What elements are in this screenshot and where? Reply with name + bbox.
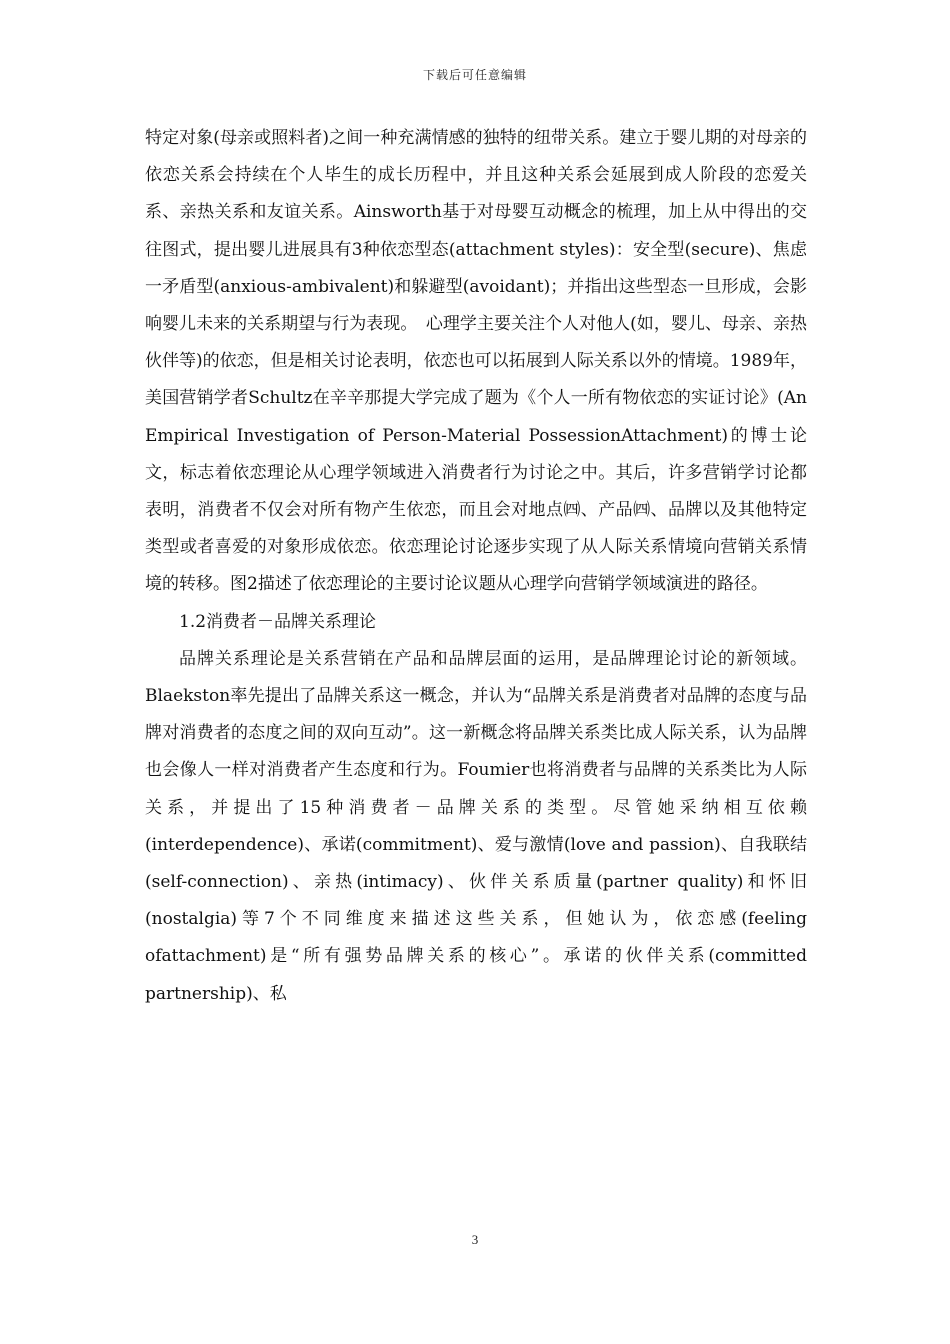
page-number: 3	[471, 1232, 479, 1247]
paragraph-attachment-theory: 特定对象(母亲或照料者)之间一种充满情感的独特的纽带关系。建立于婴儿期的对母亲的依恋关系会持续在个人毕生的成长历程中，并且这种关系会延展到成人阶段的恋爱关系、亲热关系和友谊关系。Ainsworth基于对母婴互动概念的梳理，加上从中得出的交往图式，提出婴儿进展具有3种依恋型态(attachment styles)：安全型(secure)、焦虑一矛盾型(anxious-ambivalent)和躲避型(avoidant)；并指出这些型态一旦形成，会影响婴儿未来的关系期望与行为表现。 心理学主要关注个人对他人(如，婴儿、母亲、亲热伙伴等)的依恋，但是相关讨论表明，依恋也可以拓展到人际关系以外的情境。1989年，美国营销学者Schultz在辛辛那提大学完成了题为《个人一所有物依恋的实证讨论》(An Empirical Investigation of Person-Material PossessionAttachment)的博士论文，标志着依恋理论从心理学领域进入消费者行为讨论之中。其后，许多营销学讨论都表明，消费者不仅会对所有物产生依恋，而且会对地点㈣、产品㈣、品牌以及其他特定类型或者喜爱的对象形成依恋。依恋理论讨论逐步实现了从人际关系情境向营销关系情境的转移。图2描述了依恋理论的主要讨论议题从心理学向营销学领域演进的路径。	[145, 128, 807, 595]
paragraph-brand-relationship: 品牌关系理论是关系营销在产品和品牌层面的运用，是品牌理论讨论的新领域。Blaekston率先提出了品牌关系这一概念，并认为“品牌关系是消费者对品牌的态度与品牌对消费者的态度之间的双向互动”。这一新概念将品牌关系类比成人际关系，认为品牌也会像人一样对消费者产生态度和行为。Foumier也将消费者与品牌的关系类比为人际关系，并提出了15种消费者－品牌关系的类型。尽管她采纳相互依赖(interdependence)、承诺(commitment)、爱与激情(love and passion)、自我联结(self-connection)、亲热(intimacy)、伙伴关系质量(partner quality)和怀旧(nostalgia)等7个不同维度来描述这些关系，但她认为，依恋感(feeling ofattachment)是“所有强势品牌关系的核心”。承诺的伙伴关系(committed partnership)、私	[145, 648, 807, 1004]
section-heading: 1.2消费者－品牌关系理论	[179, 611, 377, 632]
page-header: 下载后可任意编辑	[422, 68, 527, 82]
body-text	[145, 120, 807, 1013]
